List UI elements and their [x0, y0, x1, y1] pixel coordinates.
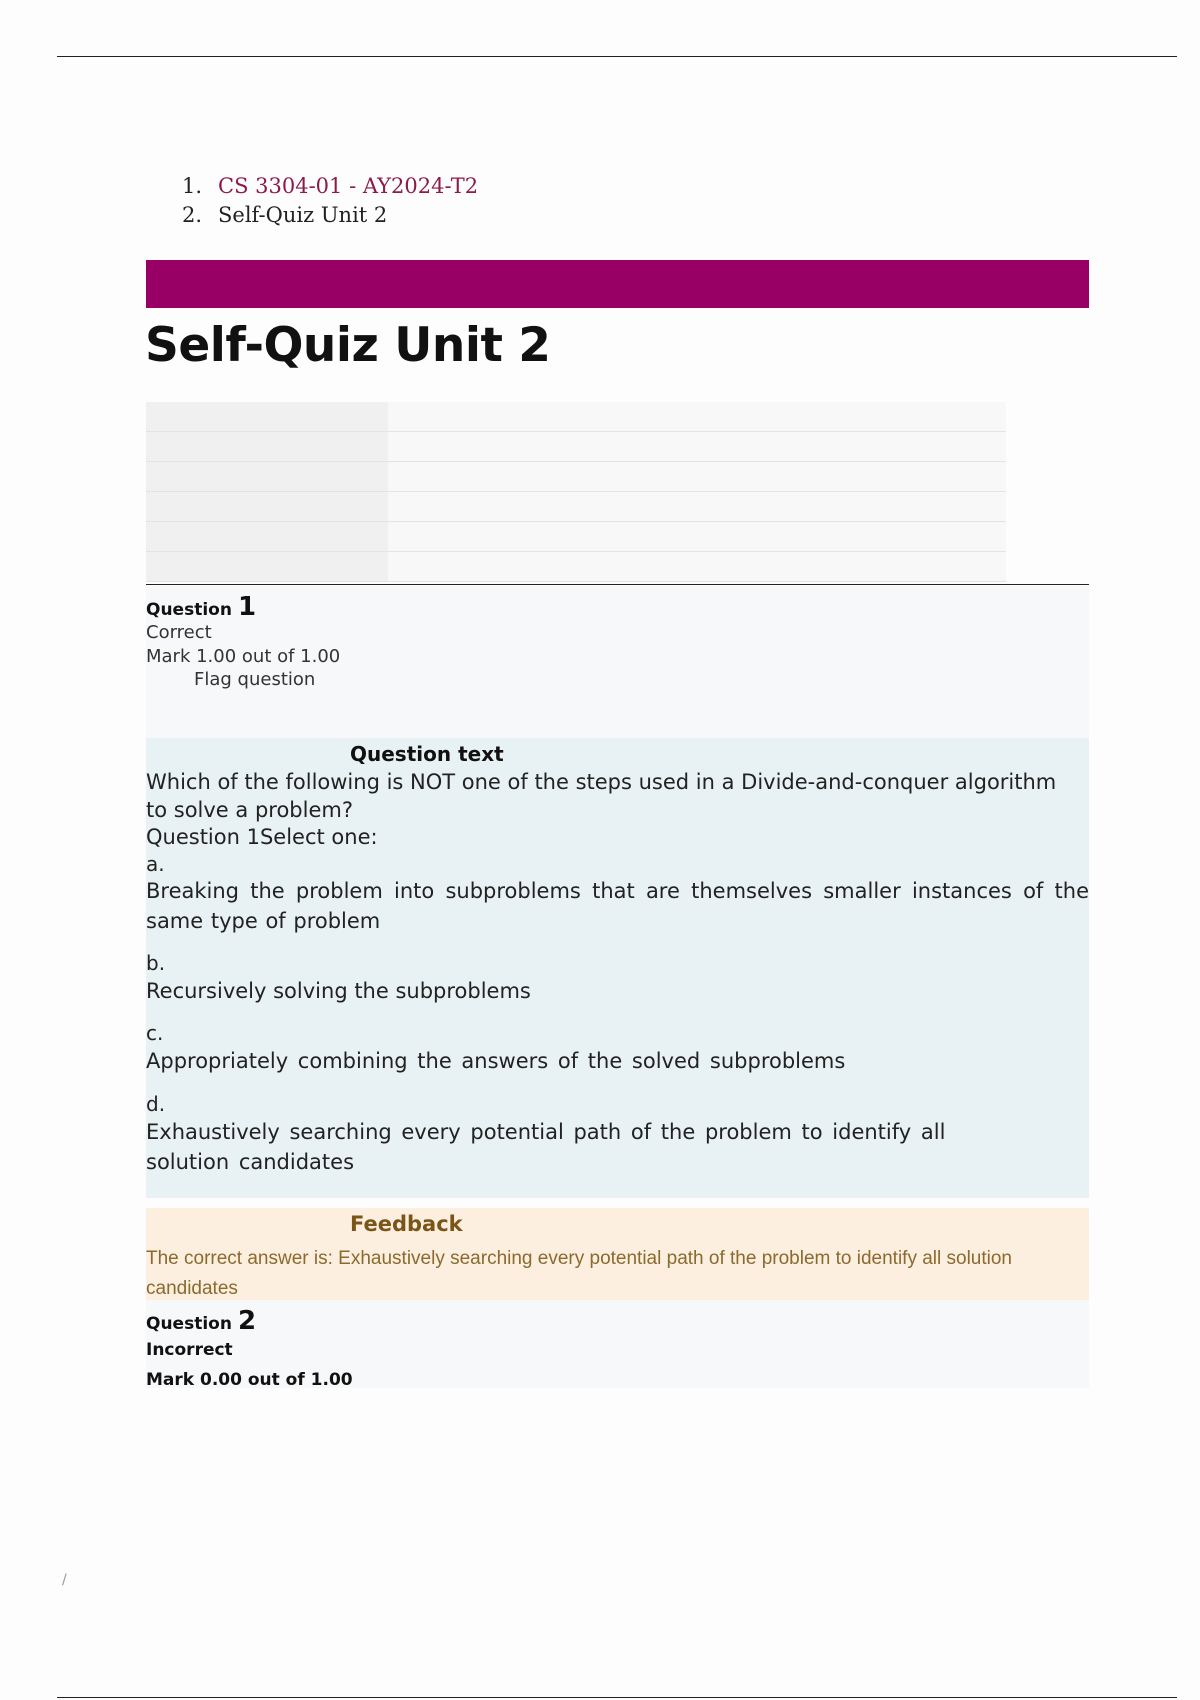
feedback-heading: Feedback [350, 1212, 463, 1236]
option-text: Recursively solving the subproblems [146, 979, 531, 1003]
question-label: Question [146, 600, 232, 620]
table-key-cell [146, 432, 388, 462]
quiz-summary-table [146, 402, 1006, 582]
table-row [146, 522, 1006, 552]
table-value-cell [388, 432, 1006, 462]
bottom-rule [57, 1697, 1177, 1698]
footer-mark: / [62, 1572, 67, 1588]
table-row [146, 462, 1006, 492]
table-key-cell [146, 552, 388, 582]
breadcrumb-item-quiz [182, 201, 478, 230]
breadcrumb-current: Self-Quiz Unit 2 [218, 203, 388, 227]
table-row [146, 552, 1006, 582]
question-1-mark: Mark 1.00 out of 1.00 [146, 646, 341, 667]
table-key-cell [146, 492, 388, 522]
table-row [146, 432, 1006, 462]
top-rule [57, 56, 1177, 57]
question-divider [146, 584, 1089, 585]
option-letter: d. [146, 1092, 166, 1116]
question-1-body [146, 738, 1089, 1198]
breadcrumb-course-link[interactable]: CS 3304-01 - AY2024-T2 [218, 174, 479, 198]
option-text: Breaking the problem into subproblems that are themselves smaller instances of the same type of problem [146, 879, 1089, 933]
table-value-cell [388, 522, 1006, 552]
question-1-info [146, 586, 1089, 738]
header-banner [146, 260, 1089, 308]
question-1-text: Which of the following is NOT one of the steps used in a Divide-and-conquer algorithm to solve a problem? [146, 770, 1057, 822]
question-1-state: Correct [146, 622, 212, 643]
breadcrumb-number: 2. [182, 203, 203, 227]
table-value-cell [388, 402, 1006, 432]
feedback-text: The correct answer is: Exhaustively searching every potential path of the problem to identify all solution candidates [146, 1248, 1013, 1299]
breadcrumb-number: 1. [182, 174, 203, 198]
table-key-cell [146, 462, 388, 492]
question-2-heading [146, 1306, 256, 1336]
option-letter: b. [146, 951, 166, 975]
option-letter: a. [146, 852, 165, 876]
option-letter: c. [146, 1021, 164, 1045]
question-label: Question [146, 1314, 232, 1334]
question-number: 2 [237, 1306, 257, 1336]
question-text-heading: Question text [350, 742, 504, 766]
page-title: Self-Quiz Unit 2 [145, 318, 551, 373]
question-2-info [146, 1300, 1089, 1388]
question-1-heading [146, 592, 256, 622]
table-value-cell [388, 552, 1006, 582]
table-value-cell [388, 492, 1006, 522]
question-2-mark: Mark 0.00 out of 1.00 [146, 1370, 353, 1390]
question-2-state: Incorrect [146, 1340, 233, 1360]
table-key-cell [146, 522, 388, 552]
table-value-cell [388, 462, 1006, 492]
question-number: 1 [237, 592, 257, 622]
breadcrumb-item-course[interactable] [182, 172, 478, 201]
table-row [146, 492, 1006, 522]
table-row [146, 402, 1006, 432]
question-1-prompt: Question 1Select one: [146, 825, 378, 849]
option-text: Exhaustively searching every potential path of the problem to identify all solution candidates [146, 1120, 946, 1174]
option-text: Appropriately combining the answers of the solved subproblems [146, 1049, 846, 1073]
question-1-feedback [146, 1208, 1089, 1300]
table-key-cell [146, 402, 388, 432]
breadcrumb [182, 172, 478, 230]
flag-question-link[interactable]: Flag question [194, 669, 316, 690]
